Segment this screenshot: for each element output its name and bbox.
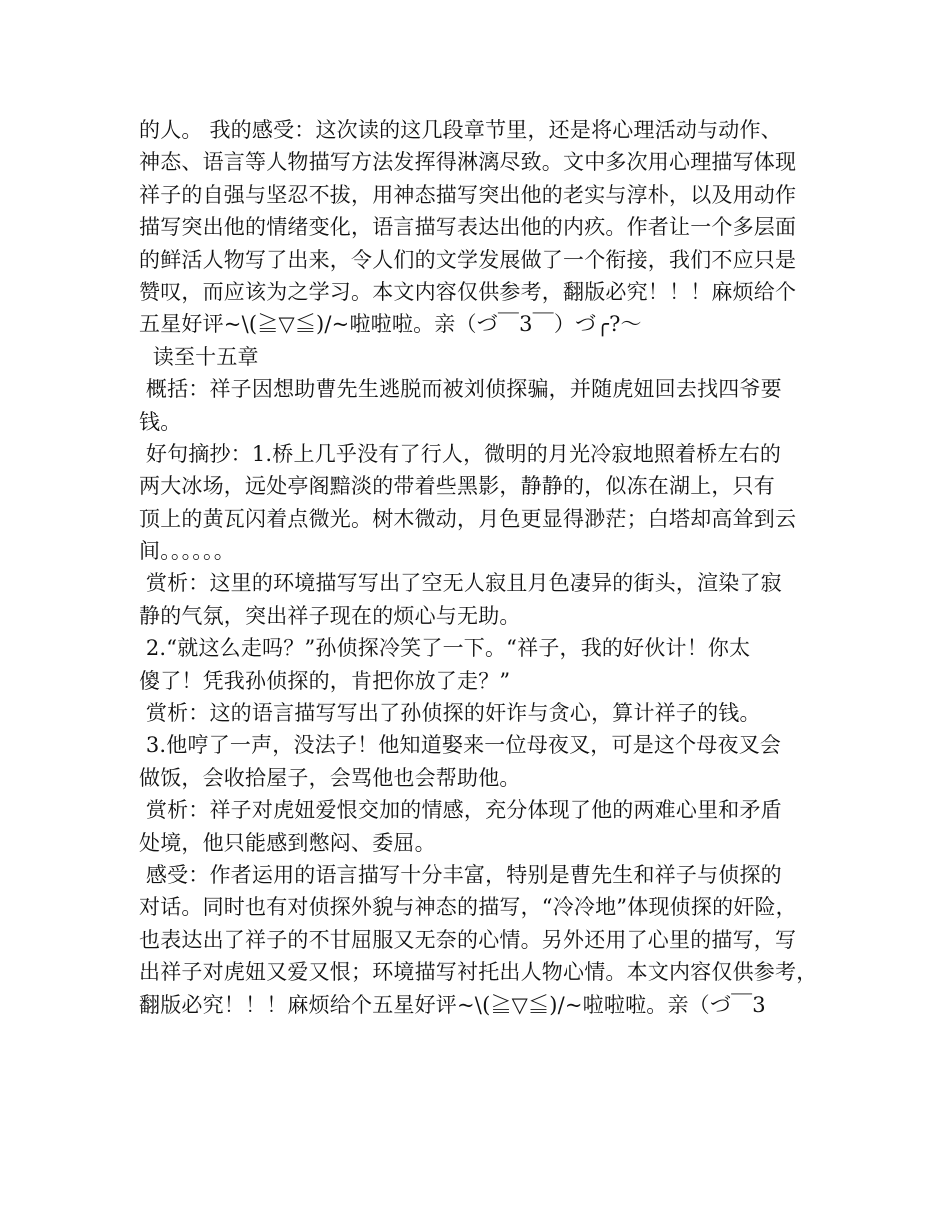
text-line: 的人。 我的感受：这次读的这几段章节里，还是将心理活动与动作、 <box>139 118 782 142</box>
document-body-text <box>139 114 829 1021</box>
text-line: 出祥子对虎妞又爱又恨；环境描写衬托出人物心情。本文内容仅供参考， <box>139 960 818 985</box>
text-line: 翻版必究！！！麻烦给个五星好评~\(≧▽≦)/~啦啦啦。亲（づ￣3 <box>139 992 766 1017</box>
text-line: 做饭，会收拾屋子，会骂他也会帮助他。 <box>139 765 521 790</box>
text-line: 描写突出他的情绪变化，语言描写表达出他的内疚。作者让一个多层面 <box>139 215 797 240</box>
text-line: 顶上的黄瓦闪着点微光。树木微动，月色更显得渺茫；白塔却高耸到云 <box>139 506 797 531</box>
text-line: 祥子的自强与坚忍不拔，用神态描写突出他的老实与淳朴，以及用动作 <box>139 182 797 207</box>
text-line: 赏析：这的语言描写写出了孙侦探的奸诈与贪心，算计祥子的钱。 <box>139 701 761 726</box>
section-heading: 读至十五章 <box>139 344 259 369</box>
text-line: 钱。 <box>139 409 182 434</box>
text-line: 五星好评~\(≧▽≦)/~啦啦啦。亲（づ￣3￣）づ╭?～ <box>139 312 642 337</box>
text-line: 神态、语言等人物描写方法发挥得淋漓尽致。文中多次用心理描写体现 <box>139 150 797 175</box>
text-line: 对话。同时也有对侦探外貌与神态的描写，“冷冷地”体现侦探的奸险， <box>139 895 797 920</box>
text-line: 感受：作者运用的语言描写十分丰富，特别是曹先生和祥子与侦探的 <box>139 862 782 887</box>
text-line: 2.“就这么走吗？”孙侦探冷笑了一下。“祥子，我的好伙计！你太 <box>139 636 751 661</box>
text-line: 好句摘抄：1.桥上几乎没有了行人，微明的月光冷寂地照着桥左右的 <box>139 441 782 466</box>
text-line: 静的气氛，突出祥子现在的烦心与无助。 <box>139 603 521 628</box>
text-line: 傻了！凭我孙侦探的，肯把你放了走？” <box>139 668 511 693</box>
text-line: 间。。。。。。 <box>139 539 235 564</box>
text-line: 也表达出了祥子的不甘屈服又无奈的心情。另外还用了心里的描写，写 <box>139 927 797 952</box>
text-line: 的鲜活人物写了出来，令人们的文学发展做了一个衔接，我们不应只是 <box>139 247 797 272</box>
text-line: 赞叹，而应该为之学习。本文内容仅供参考，翻版必究！！！麻烦给个 <box>139 279 797 304</box>
text-line: 3.他哼了一声，没法子！他知道娶来一位母夜叉，可是这个母夜叉会 <box>139 733 782 758</box>
text-line: 两大冰场，远处亭阁黯淡的带着些黑影，静静的，似冻在湖上，只有 <box>139 474 775 499</box>
text-line: 概括：祥子因想助曹先生逃脱而被刘侦探骗，并随虎妞回去找四爷要 <box>139 377 782 402</box>
text-line: 处境，他只能感到憋闷、委屈。 <box>139 830 436 855</box>
text-line: 赏析：这里的环境描写写出了空无人寂且月色凄异的街头，渲染了寂 <box>139 571 782 596</box>
text-line: 赏析：祥子对虎妞爱恨交加的情感，充分体现了他的两难心里和矛盾 <box>139 798 782 823</box>
